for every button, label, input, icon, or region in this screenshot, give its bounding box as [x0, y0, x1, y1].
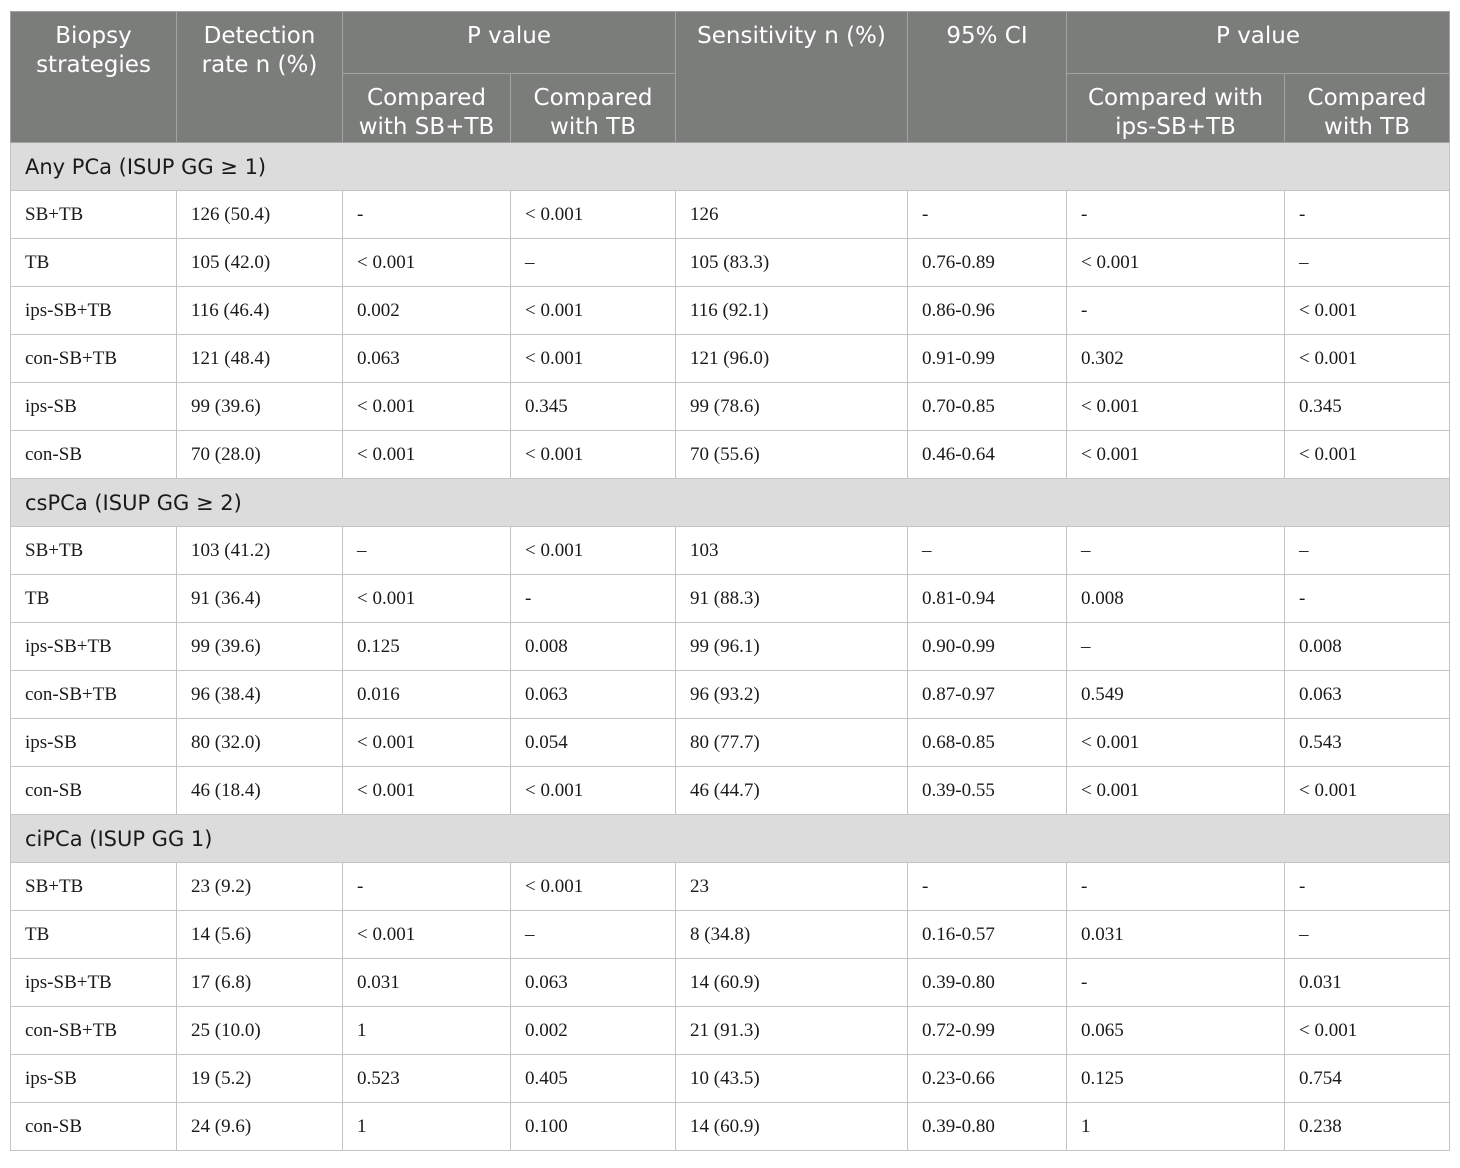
table-cell: < 0.001	[1285, 1007, 1450, 1055]
table-cell: < 0.001	[343, 239, 511, 287]
table-cell: 0.72-0.99	[908, 1007, 1067, 1055]
table-cell: 0.345	[511, 383, 676, 431]
table-cell: 0.16-0.57	[908, 911, 1067, 959]
table-cell: 99 (78.6)	[676, 383, 908, 431]
table-cell: 99 (39.6)	[177, 383, 343, 431]
table-cell: 0.063	[343, 335, 511, 383]
table-cell: 0.68-0.85	[908, 719, 1067, 767]
table-cell: < 0.001	[343, 575, 511, 623]
table-cell: SB+TB	[11, 527, 177, 575]
table-cell: < 0.001	[1285, 287, 1450, 335]
table-cell: -	[1285, 191, 1450, 239]
table-cell: 19 (5.2)	[177, 1055, 343, 1103]
table-row	[11, 959, 1450, 1007]
table-row	[11, 767, 1450, 815]
table-cell: < 0.001	[1067, 719, 1285, 767]
table-cell: -	[511, 575, 676, 623]
section-row	[11, 815, 1450, 863]
table-cell: 116 (46.4)	[177, 287, 343, 335]
table-cell: < 0.001	[511, 767, 676, 815]
table-cell: 1	[1067, 1103, 1285, 1151]
table-cell: 8 (34.8)	[676, 911, 908, 959]
table-cell: < 0.001	[343, 719, 511, 767]
table-cell: -	[343, 191, 511, 239]
table-cell: 0.002	[511, 1007, 676, 1055]
table-row	[11, 191, 1450, 239]
table-cell: 0.008	[511, 623, 676, 671]
table-cell: < 0.001	[511, 527, 676, 575]
table-cell: –	[511, 239, 676, 287]
table-cell: 0.238	[1285, 1103, 1450, 1151]
table-cell: 99 (39.6)	[177, 623, 343, 671]
table-cell: 17 (6.8)	[177, 959, 343, 1007]
table-cell: 23	[676, 863, 908, 911]
section-title: ciPCa (ISUP GG 1)	[11, 815, 1450, 863]
table-cell: 0.125	[1067, 1055, 1285, 1103]
table-cell: ips-SB	[11, 1055, 177, 1103]
table-cell: 0.46-0.64	[908, 431, 1067, 479]
table-cell: 0.76-0.89	[908, 239, 1067, 287]
table-cell: –	[511, 911, 676, 959]
header-95-ci: 95% CI	[908, 12, 1067, 143]
table-cell: 46 (18.4)	[177, 767, 343, 815]
table-row	[11, 1007, 1450, 1055]
table-cell: -	[1285, 863, 1450, 911]
table-cell: 103 (41.2)	[177, 527, 343, 575]
table-cell: 0.002	[343, 287, 511, 335]
table-cell: 70 (55.6)	[676, 431, 908, 479]
table-cell: 105 (42.0)	[177, 239, 343, 287]
table-cell: 21 (91.3)	[676, 1007, 908, 1055]
table-cell: 0.81-0.94	[908, 575, 1067, 623]
header-compared-with-sb-tb: Compared with SB+TB	[343, 74, 511, 143]
table-cell: 80 (77.7)	[676, 719, 908, 767]
table-cell: -	[1067, 863, 1285, 911]
table-cell: < 0.001	[343, 767, 511, 815]
table-cell: 126 (50.4)	[177, 191, 343, 239]
table-cell: < 0.001	[1067, 239, 1285, 287]
table-cell: 96 (38.4)	[177, 671, 343, 719]
table-cell: 105 (83.3)	[676, 239, 908, 287]
table-cell: con-SB+TB	[11, 335, 177, 383]
section-title: csPCa (ISUP GG ≥ 2)	[11, 479, 1450, 527]
header-p-value-right: P value	[1067, 12, 1450, 74]
table-cell: 0.054	[511, 719, 676, 767]
table-cell: 0.523	[343, 1055, 511, 1103]
table-cell: 0.065	[1067, 1007, 1285, 1055]
table-cell: < 0.001	[511, 287, 676, 335]
table-cell: –	[1067, 527, 1285, 575]
table-cell: 0.100	[511, 1103, 676, 1151]
table-cell: 1	[343, 1007, 511, 1055]
header-compared-with-ips-sb-tb: Compared with ips-SB+TB	[1067, 74, 1285, 143]
table-cell: 23 (9.2)	[177, 863, 343, 911]
header-p-value-left: P value	[343, 12, 676, 74]
table-cell: 0.031	[1067, 911, 1285, 959]
table-cell: 10 (43.5)	[676, 1055, 908, 1103]
table-cell: < 0.001	[1067, 431, 1285, 479]
section-row	[11, 479, 1450, 527]
table-row	[11, 623, 1450, 671]
table-cell: -	[343, 863, 511, 911]
table-cell: < 0.001	[343, 431, 511, 479]
table-cell: < 0.001	[511, 863, 676, 911]
table-cell: con-SB+TB	[11, 671, 177, 719]
table-cell: 46 (44.7)	[676, 767, 908, 815]
table-cell: -	[1067, 959, 1285, 1007]
table-cell: SB+TB	[11, 863, 177, 911]
table-cell: 0.063	[1285, 671, 1450, 719]
table-cell: 14 (5.6)	[177, 911, 343, 959]
table-cell: 0.063	[511, 959, 676, 1007]
table-cell: 99 (96.1)	[676, 623, 908, 671]
table-cell: TB	[11, 239, 177, 287]
table-cell: 0.549	[1067, 671, 1285, 719]
table-cell: ips-SB+TB	[11, 623, 177, 671]
table-row	[11, 287, 1450, 335]
table-cell: 0.39-0.55	[908, 767, 1067, 815]
table-cell: < 0.001	[511, 335, 676, 383]
table-cell: 0.23-0.66	[908, 1055, 1067, 1103]
table-cell: 0.39-0.80	[908, 959, 1067, 1007]
table-cell: 0.86-0.96	[908, 287, 1067, 335]
table-cell: < 0.001	[343, 911, 511, 959]
table-cell: 0.39-0.80	[908, 1103, 1067, 1151]
table-row	[11, 1055, 1450, 1103]
table-cell: 0.543	[1285, 719, 1450, 767]
table-row	[11, 671, 1450, 719]
header-sensitivity: Sensitivity n (%)	[676, 12, 908, 143]
table-cell: < 0.001	[1067, 383, 1285, 431]
table-cell: -	[1067, 191, 1285, 239]
table-cell: 121 (48.4)	[177, 335, 343, 383]
table-row	[11, 863, 1450, 911]
table-row	[11, 527, 1450, 575]
table-cell: 0.70-0.85	[908, 383, 1067, 431]
table-cell: 80 (32.0)	[177, 719, 343, 767]
table-cell: < 0.001	[343, 383, 511, 431]
table-cell: 0.125	[343, 623, 511, 671]
table-cell: con-SB	[11, 767, 177, 815]
table-cell: SB+TB	[11, 191, 177, 239]
results-table	[10, 11, 1450, 1151]
table-cell: 1	[343, 1103, 511, 1151]
table-cell: < 0.001	[511, 191, 676, 239]
table-cell: 0.031	[1285, 959, 1450, 1007]
table-cell: –	[908, 527, 1067, 575]
table-cell: -	[908, 191, 1067, 239]
table-cell: 0.345	[1285, 383, 1450, 431]
table-cell: 25 (10.0)	[177, 1007, 343, 1055]
header-compared-with-tb-left: Compared with TB	[511, 74, 676, 143]
table-cell: 0.302	[1067, 335, 1285, 383]
table-cell: 0.87-0.97	[908, 671, 1067, 719]
table-cell: 91 (36.4)	[177, 575, 343, 623]
table-row	[11, 1103, 1450, 1151]
table-cell: ips-SB+TB	[11, 959, 177, 1007]
table-cell: < 0.001	[1285, 431, 1450, 479]
table-cell: –	[1285, 527, 1450, 575]
table-cell: 0.008	[1285, 623, 1450, 671]
table-row	[11, 239, 1450, 287]
table-cell: con-SB	[11, 431, 177, 479]
table-cell: con-SB+TB	[11, 1007, 177, 1055]
table-cell: TB	[11, 911, 177, 959]
table-row	[11, 911, 1450, 959]
table-row	[11, 719, 1450, 767]
table-cell: -	[1285, 575, 1450, 623]
table-cell: 103	[676, 527, 908, 575]
table-cell: 70 (28.0)	[177, 431, 343, 479]
table-row	[11, 431, 1450, 479]
table-cell: -	[908, 863, 1067, 911]
table-cell: 96 (93.2)	[676, 671, 908, 719]
table-cell: < 0.001	[511, 431, 676, 479]
table-cell: -	[1067, 287, 1285, 335]
header-compared-with-tb-right: Compared with TB	[1285, 74, 1450, 143]
table-cell: con-SB	[11, 1103, 177, 1151]
table-cell: < 0.001	[1285, 767, 1450, 815]
table-cell: ips-SB	[11, 719, 177, 767]
table-body	[11, 143, 1450, 1151]
table-cell: 0.063	[511, 671, 676, 719]
table-cell: 0.008	[1067, 575, 1285, 623]
table-cell: 24 (9.6)	[177, 1103, 343, 1151]
table-cell: 0.031	[343, 959, 511, 1007]
table-cell: 0.016	[343, 671, 511, 719]
table-row	[11, 335, 1450, 383]
table-cell: 121 (96.0)	[676, 335, 908, 383]
table-cell: 91 (88.3)	[676, 575, 908, 623]
table-cell: –	[1285, 239, 1450, 287]
section-title: Any PCa (ISUP GG ≥ 1)	[11, 143, 1450, 191]
table-row	[11, 383, 1450, 431]
table-cell: 14 (60.9)	[676, 1103, 908, 1151]
table-cell: –	[1285, 911, 1450, 959]
table-cell: 126	[676, 191, 908, 239]
table-cell: –	[1067, 623, 1285, 671]
table-cell: < 0.001	[1285, 335, 1450, 383]
table-cell: 0.405	[511, 1055, 676, 1103]
table-cell: 14 (60.9)	[676, 959, 908, 1007]
table-cell: ips-SB+TB	[11, 287, 177, 335]
header-detection-rate: Detection rate n (%)	[177, 12, 343, 143]
table-cell: ips-SB	[11, 383, 177, 431]
table-header	[11, 12, 1450, 143]
table-cell: 116 (92.1)	[676, 287, 908, 335]
header-biopsy-strategies: Biopsy strategies	[11, 12, 177, 143]
table-cell: 0.754	[1285, 1055, 1450, 1103]
table-cell: < 0.001	[1067, 767, 1285, 815]
table-cell: TB	[11, 575, 177, 623]
table-cell: –	[343, 527, 511, 575]
section-row	[11, 143, 1450, 191]
table-row	[11, 575, 1450, 623]
table-cell: 0.91-0.99	[908, 335, 1067, 383]
table-cell: 0.90-0.99	[908, 623, 1067, 671]
